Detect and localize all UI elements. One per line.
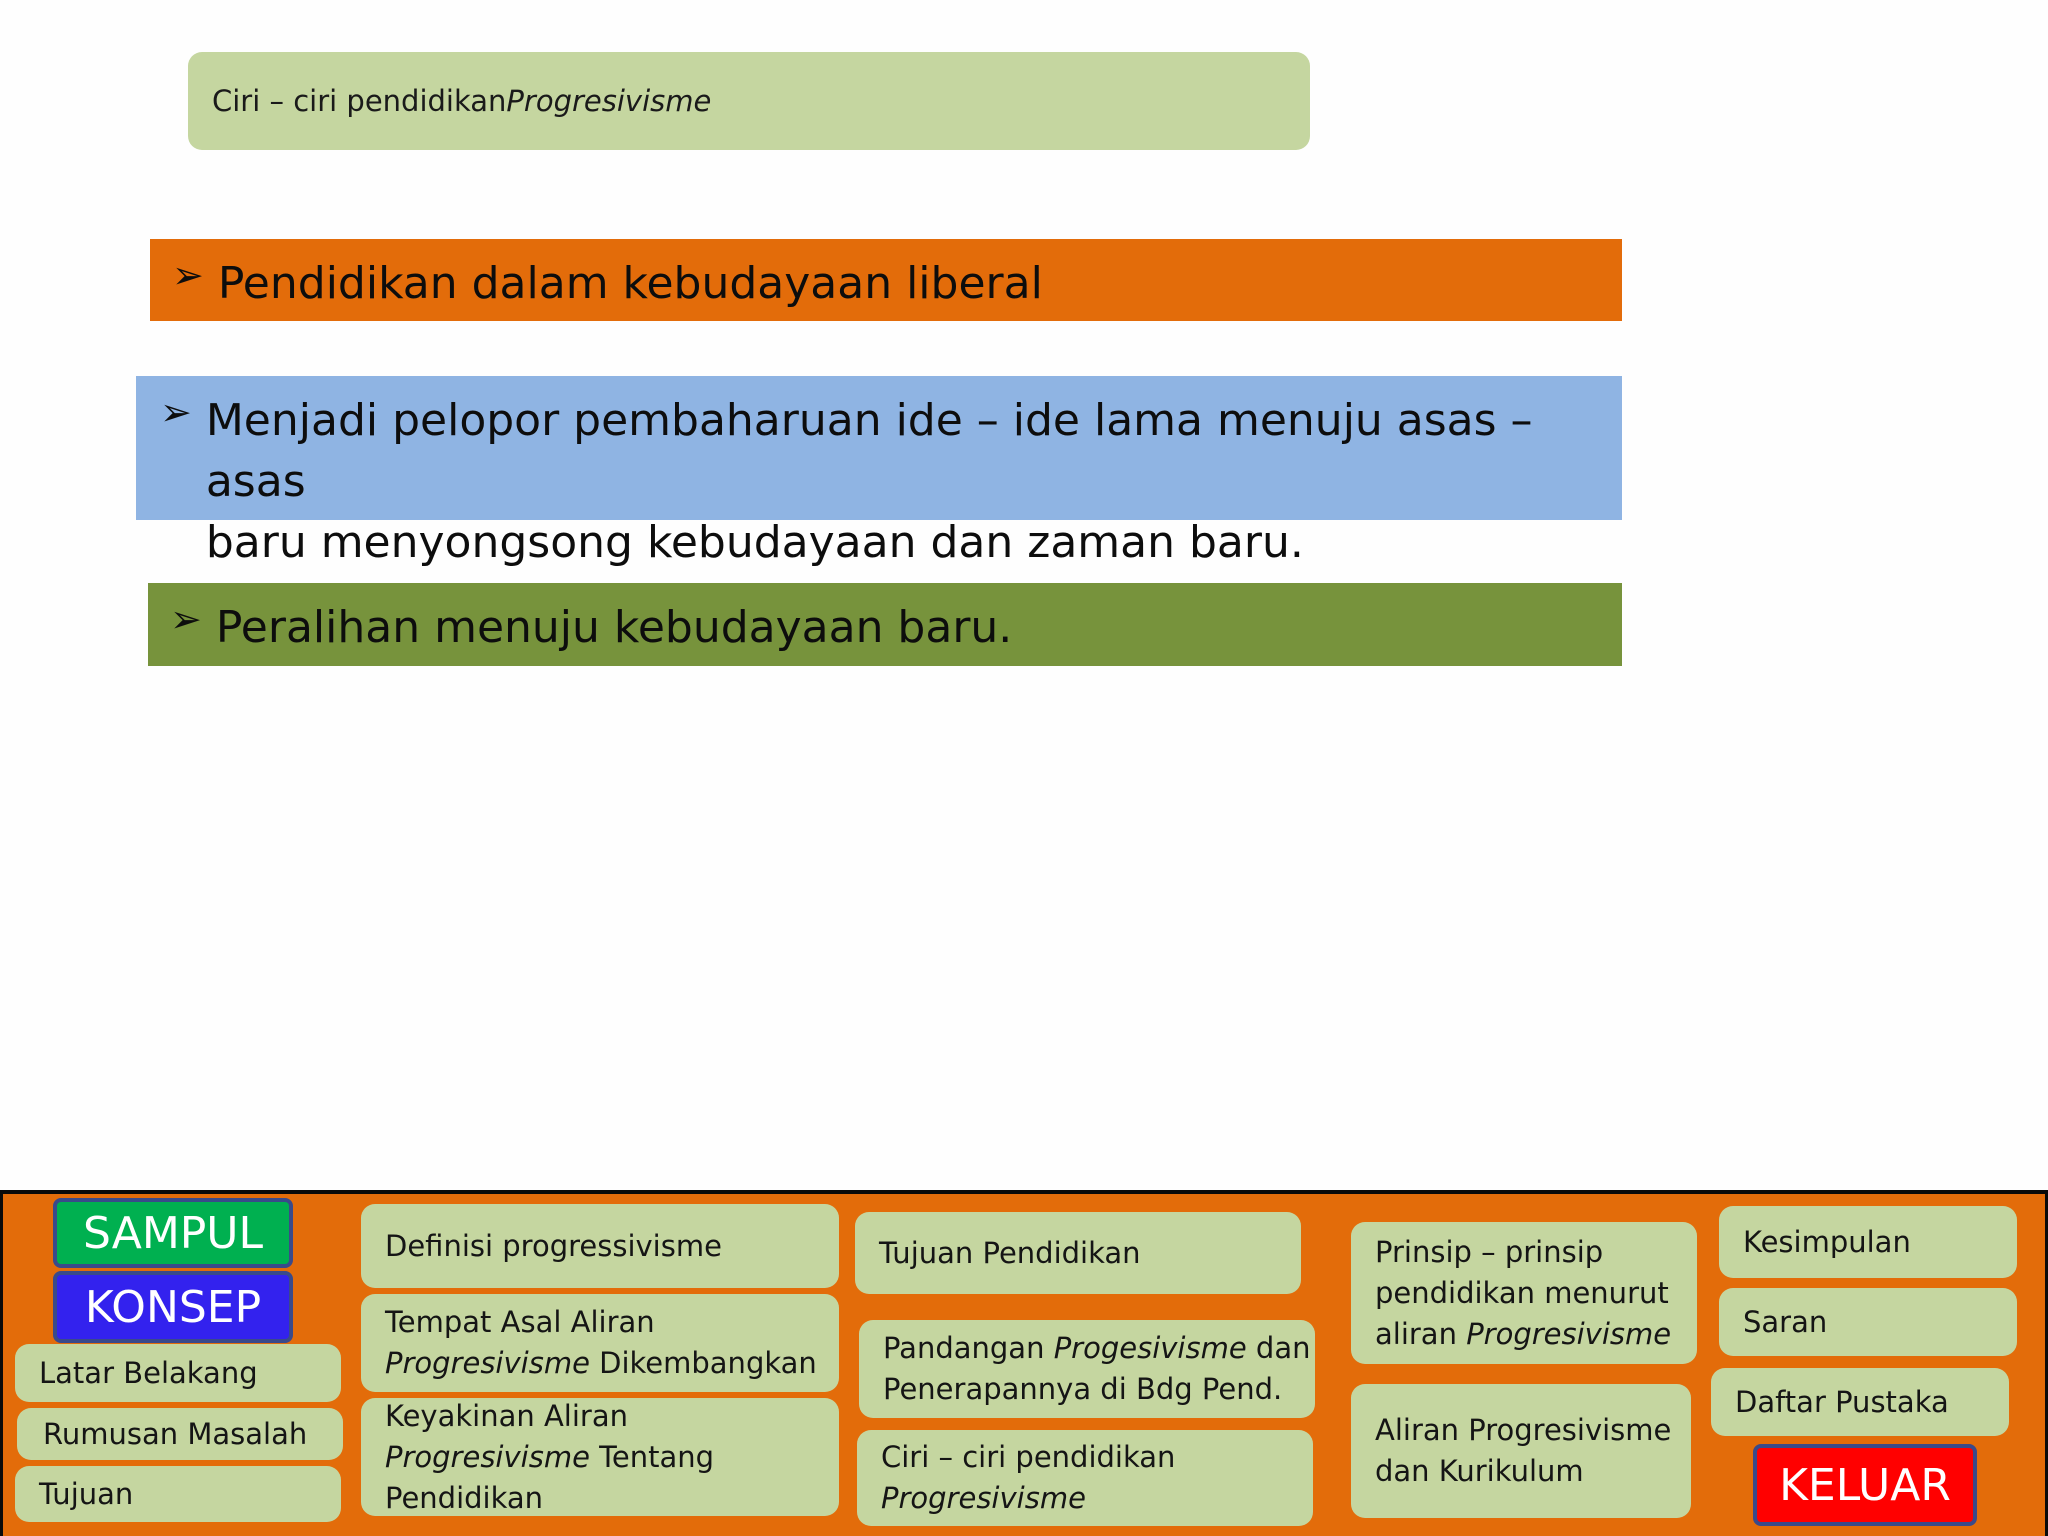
point-text-line-2: baru menyongsong kebudayaan dan zaman baru. xyxy=(205,517,1304,568)
saran-button[interactable] xyxy=(1719,1288,2017,1356)
keyakinan-line-2 xyxy=(385,1437,839,1478)
prinsip-button[interactable] xyxy=(1351,1222,1697,1364)
tempat-asal-emphasis: Progresivisme xyxy=(385,1346,590,1380)
ciri-button[interactable] xyxy=(857,1430,1313,1526)
latar-belakang-label: Latar Belakang xyxy=(39,1355,258,1390)
kesimpulan-button[interactable] xyxy=(1719,1206,2017,1278)
point-peralihan xyxy=(148,583,1622,666)
tujuan-button[interactable] xyxy=(15,1466,341,1522)
prinsip-line-1: Prinsip – prinsip xyxy=(1375,1234,1604,1269)
konsep-button[interactable]: KONSEP xyxy=(53,1271,293,1343)
daftar-pustaka-label: Daftar Pustaka xyxy=(1735,1384,1949,1419)
arrow-bullet-icon: ➢ xyxy=(172,253,204,297)
slide-title-text: Ciri – ciri pendidikan xyxy=(212,84,507,118)
slide-title-emphasis: Progresivisme xyxy=(506,84,712,118)
keyakinan-emphasis: Progresivisme xyxy=(385,1439,590,1474)
prinsip-emphasis: Progresivisme xyxy=(1466,1316,1672,1351)
arrow-bullet-icon: ➢ xyxy=(170,597,202,641)
prinsip-line-3 xyxy=(1375,1314,1697,1355)
pandangan-line-2: Penerapannya di Bdg Pend. xyxy=(883,1372,1283,1406)
prinsip-pre: aliran xyxy=(1375,1316,1467,1351)
aliran-kurikulum-line-2: dan Kurikulum xyxy=(1375,1454,1584,1488)
daftar-pustaka-button[interactable] xyxy=(1711,1368,2009,1436)
pandangan-pre: Pandangan xyxy=(883,1331,1054,1365)
pandangan-line-1 xyxy=(883,1328,1315,1369)
point-liberal xyxy=(150,239,1622,321)
pandangan-button[interactable] xyxy=(859,1320,1315,1418)
tujuan-pendidikan-button[interactable] xyxy=(855,1212,1301,1294)
point-text: Pendidikan dalam kebudayaan liberal xyxy=(217,258,1043,309)
ciri-line-1: Ciri – ciri pendidikan xyxy=(881,1440,1176,1474)
keyakinan-button[interactable] xyxy=(361,1398,839,1516)
tujuan-pendidikan-label: Tujuan Pendidikan xyxy=(879,1235,1141,1270)
point-text-line-1: Menjadi pelopor pembaharuan ide – ide lama menuju asas – asas xyxy=(205,395,1533,507)
tempat-asal-line-2 xyxy=(385,1343,839,1384)
saran-label: Saran xyxy=(1743,1304,1828,1339)
pandangan-emphasis: Progesivisme xyxy=(1053,1331,1247,1365)
keyakinan-line-1: Keyakinan Aliran xyxy=(385,1398,628,1433)
prinsip-line-2: pendidikan menurut xyxy=(1375,1275,1669,1310)
rumusan-masalah-label: Rumusan Masalah xyxy=(43,1416,308,1451)
sampul-button[interactable]: SAMPUL xyxy=(53,1198,293,1268)
keyakinan-rest: Tentang xyxy=(589,1439,715,1474)
tempat-asal-line-1: Tempat Asal Aliran xyxy=(385,1305,655,1339)
navigation-panel xyxy=(0,1190,2048,1536)
ciri-emphasis: Progresivisme xyxy=(881,1481,1086,1515)
point-text xyxy=(206,390,1622,573)
kesimpulan-label: Kesimpulan xyxy=(1743,1224,1911,1259)
keyakinan-line-3: Pendidikan xyxy=(385,1480,544,1515)
tempat-asal-button[interactable] xyxy=(361,1294,839,1392)
pandangan-post: dan xyxy=(1246,1331,1311,1365)
aliran-kurikulum-button[interactable] xyxy=(1351,1384,1691,1518)
tempat-asal-rest: Dikembangkan xyxy=(589,1346,817,1380)
arrow-bullet-icon: ➢ xyxy=(160,390,192,434)
definisi-button[interactable] xyxy=(361,1204,839,1288)
slide-title xyxy=(188,52,1310,150)
point-pelopor xyxy=(136,376,1622,568)
point-text: Peralihan menuju kebudayaan baru. xyxy=(215,602,1013,653)
tujuan-label: Tujuan xyxy=(39,1476,134,1511)
latar-belakang-button[interactable] xyxy=(15,1344,341,1402)
keluar-button[interactable]: KELUAR xyxy=(1753,1444,1977,1526)
definisi-label: Definisi progressivisme xyxy=(385,1228,722,1263)
rumusan-masalah-button[interactable] xyxy=(17,1408,343,1460)
aliran-kurikulum-line-1: Aliran Progresivisme xyxy=(1375,1413,1672,1447)
